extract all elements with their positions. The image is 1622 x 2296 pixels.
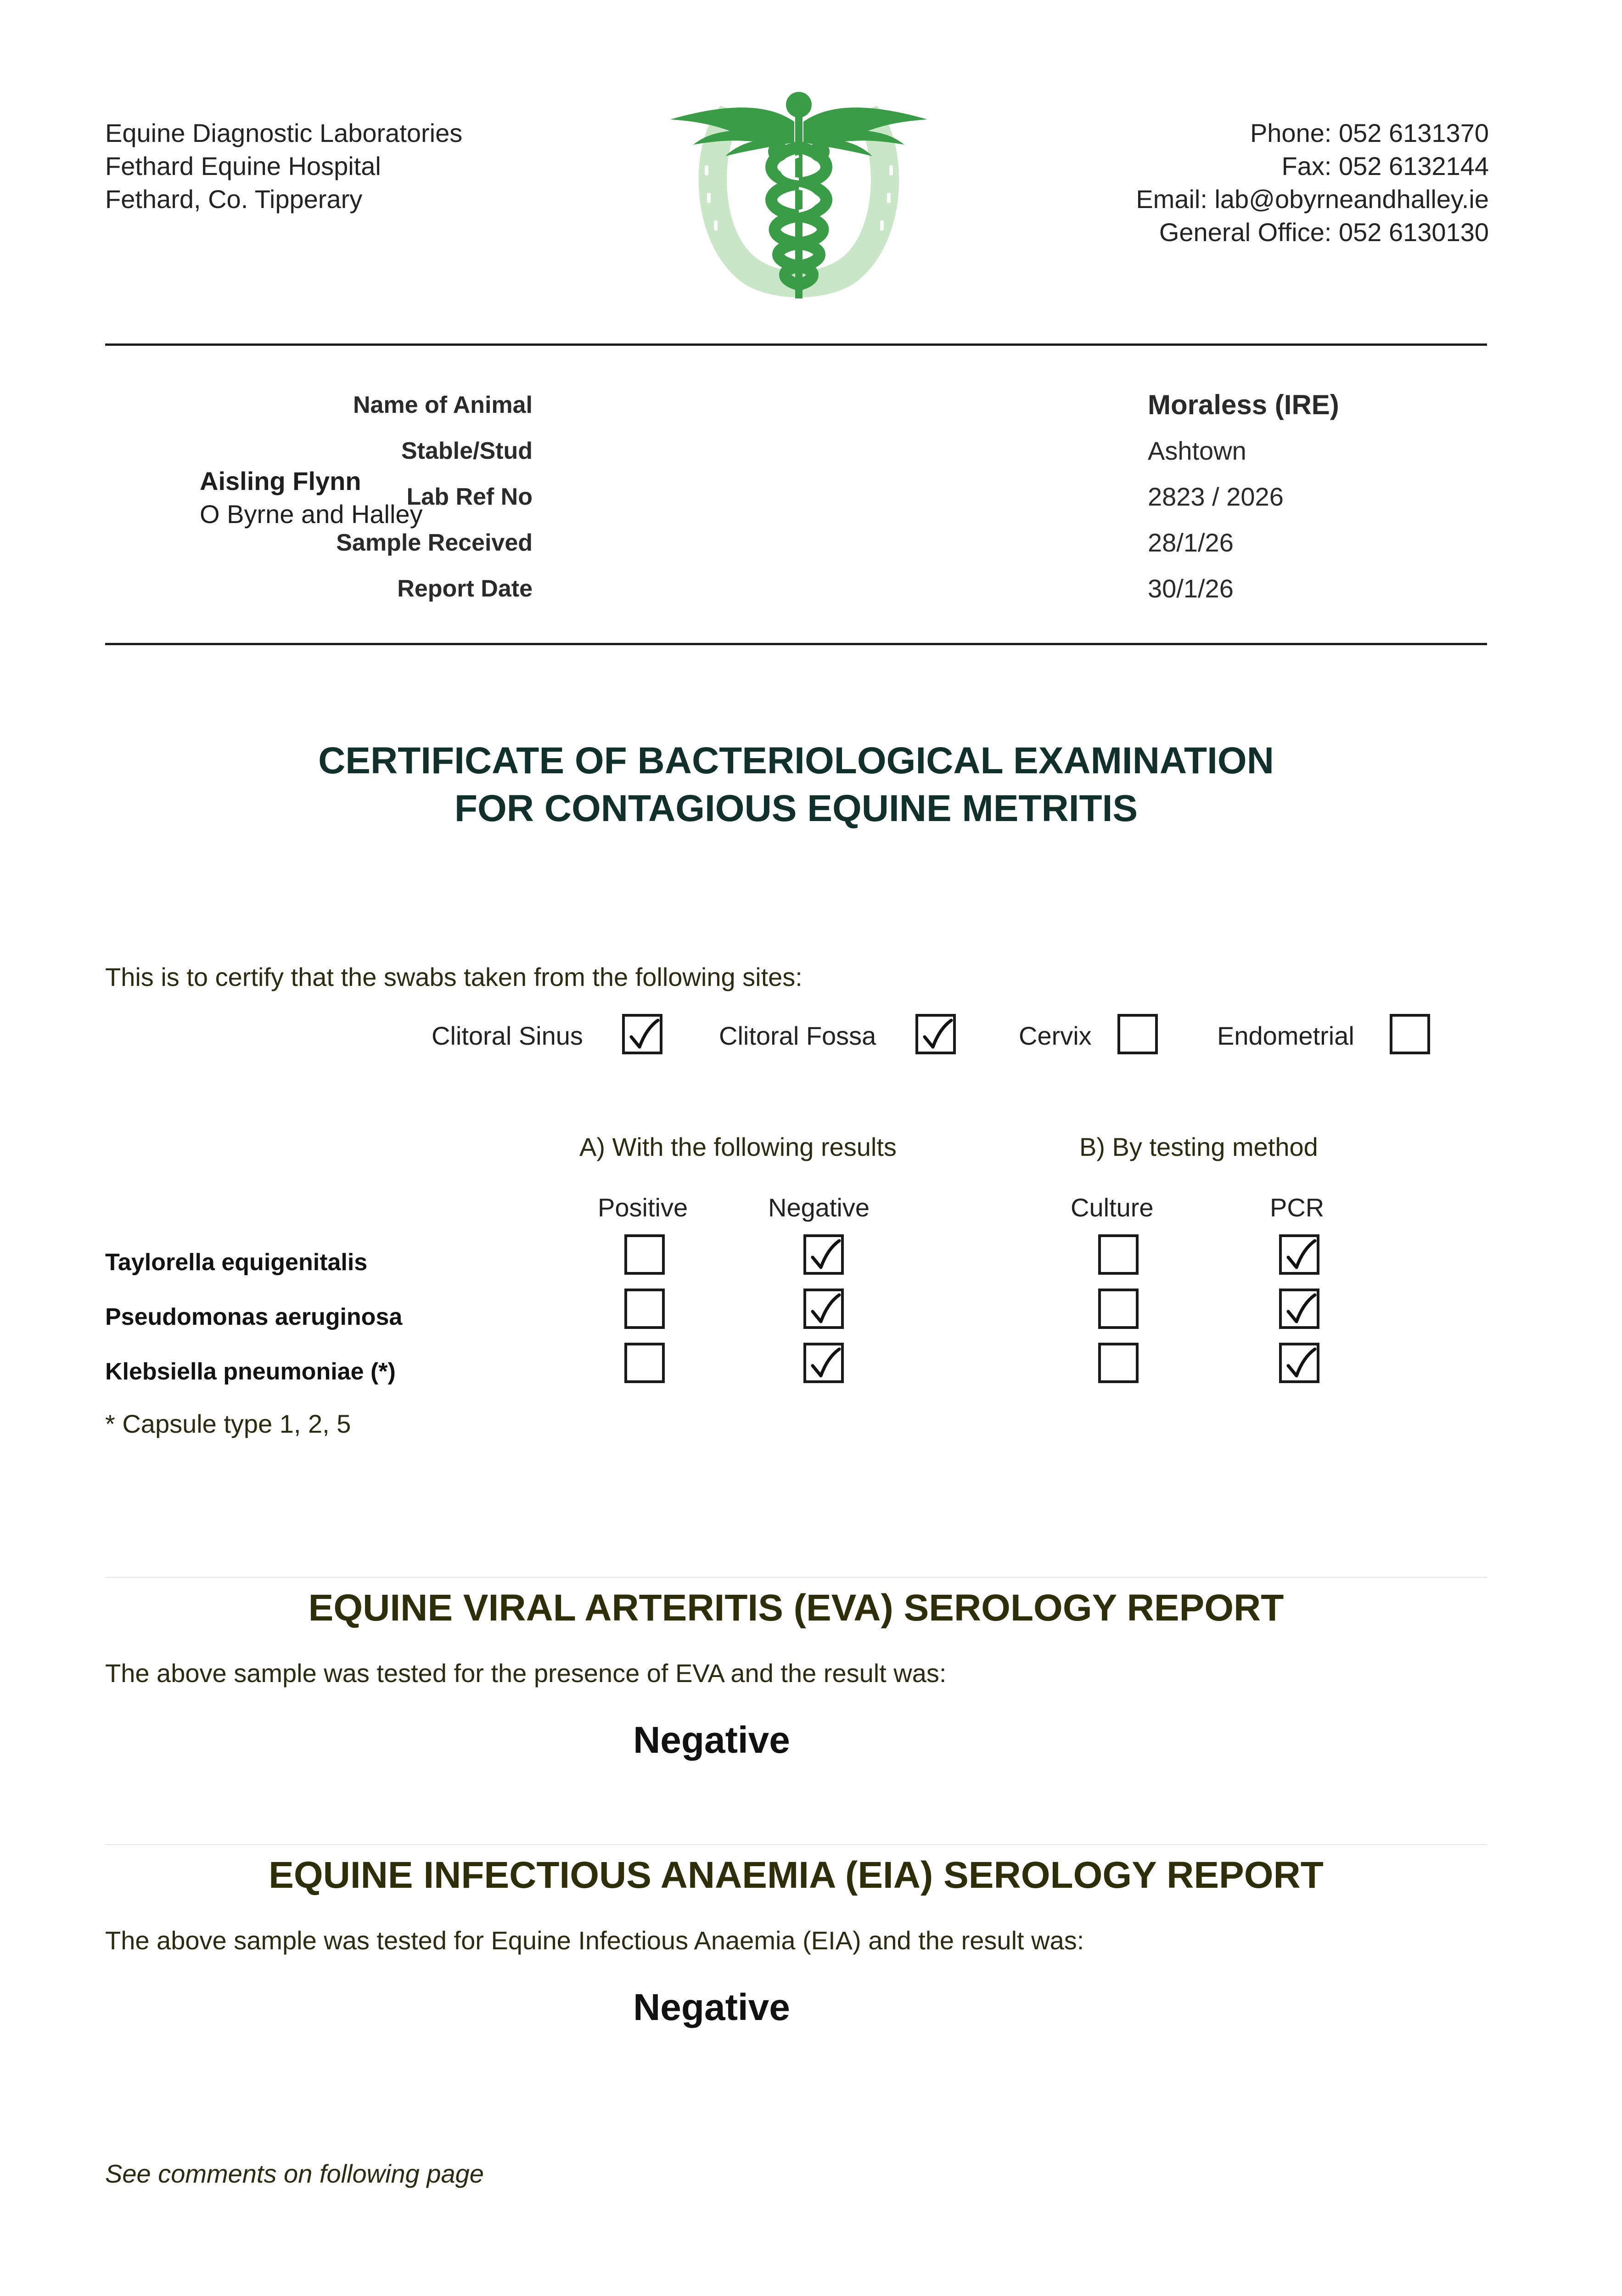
lab-address-line: Equine Diagnostic Laboratories <box>105 118 463 147</box>
organism-name: Taylorella equigenitalis <box>105 1249 368 1276</box>
eva-text: The above sample was tested for the presence of EVA and the result was: <box>105 1659 947 1688</box>
check-mark-icon <box>1285 1239 1317 1274</box>
negative-checkbox[interactable] <box>803 1343 844 1383</box>
info-label: Stable/Stud <box>401 438 533 464</box>
check-mark-icon <box>809 1239 841 1274</box>
info-label: Report Date <box>397 575 533 602</box>
site-checkbox-clitoral-fossa[interactable] <box>915 1014 956 1054</box>
positive-checkbox[interactable] <box>624 1234 665 1275</box>
col-negative: Negative <box>768 1193 870 1222</box>
eia-result: Negative <box>633 1986 790 2028</box>
site-label-cervix: Cervix <box>1019 1021 1092 1050</box>
eia-divider <box>105 1844 1487 1845</box>
culture-checkbox[interactable] <box>1098 1289 1139 1329</box>
check-mark-icon <box>809 1347 841 1382</box>
method-group-heading: B) By testing method <box>1079 1132 1318 1161</box>
lab-address-line: Fethard, Co. Tipperary <box>105 185 363 214</box>
positive-checkbox[interactable] <box>624 1289 665 1329</box>
pcr-checkbox[interactable] <box>1279 1343 1319 1383</box>
general-office-number: General Office: 052 6130130 <box>1159 218 1489 247</box>
recipient-organisation: O Byrne and Halley <box>200 500 423 529</box>
negative-checkbox[interactable] <box>803 1289 844 1329</box>
eia-text: The above sample was tested for Equine Infectious Anaemia (EIA) and the result was: <box>105 1926 1084 1955</box>
site-checkbox-endometrial[interactable] <box>1390 1014 1430 1054</box>
check-mark-icon <box>1285 1293 1317 1328</box>
eva-divider <box>105 1577 1487 1578</box>
lab-address <box>105 117 462 216</box>
check-mark-icon <box>809 1293 841 1328</box>
positive-checkbox[interactable] <box>624 1343 665 1383</box>
details-divider <box>105 643 1487 645</box>
negative-checkbox[interactable] <box>803 1234 844 1275</box>
eia-title: EQUINE INFECTIOUS ANAEMIA (EIA) SEROLOGY REPORT <box>269 1854 1324 1896</box>
certificate-title-line: CERTIFICATE OF BACTERIOLOGICAL EXAMINATION <box>318 740 1274 782</box>
culture-checkbox[interactable] <box>1098 1343 1139 1383</box>
col-culture: Culture <box>1071 1193 1154 1222</box>
email-address[interactable]: Email: lab@obyrneandhalley.ie <box>1136 185 1489 214</box>
animal-name-value: Moraless (IRE) <box>1148 389 1339 420</box>
col-pcr: PCR <box>1270 1193 1325 1222</box>
fax-number: Fax: 052 6132144 <box>1281 152 1489 180</box>
stable-value: Ashtown <box>1148 436 1246 465</box>
check-mark-icon <box>1285 1347 1317 1382</box>
capsule-footnote: * Capsule type 1, 2, 5 <box>105 1409 351 1438</box>
certify-intro: This is to certify that the swabs taken from the following sites: <box>105 962 803 991</box>
header-divider <box>105 343 1487 346</box>
recipient-name: Aisling Flynn <box>200 467 361 495</box>
site-label-clitoral-sinus: Clitoral Sinus <box>432 1021 583 1050</box>
site-label-clitoral-fossa: Clitoral Fossa <box>719 1021 876 1050</box>
organism-name: Klebsiella pneumoniae (*) <box>105 1358 396 1385</box>
pcr-checkbox[interactable] <box>1279 1234 1319 1275</box>
lab-address-line: Fethard Equine Hospital <box>105 152 381 180</box>
eva-result: Negative <box>633 1719 790 1761</box>
eva-title: EQUINE VIRAL ARTERITIS (EVA) SEROLOGY REPORT <box>308 1587 1284 1629</box>
certificate-title <box>105 737 1487 833</box>
lab-ref-value: 2823 / 2026 <box>1148 482 1284 511</box>
site-label-endometrial: Endometrial <box>1217 1021 1354 1050</box>
results-group-heading: A) With the following results <box>579 1132 897 1161</box>
site-checkbox-clitoral-sinus[interactable] <box>622 1014 662 1054</box>
pcr-checkbox[interactable] <box>1279 1289 1319 1329</box>
footer-note: See comments on following page <box>105 2159 484 2188</box>
info-label: Lab Ref No <box>406 484 533 510</box>
lab-contact <box>1136 117 1489 249</box>
check-mark-icon <box>921 1019 953 1053</box>
site-checkbox-cervix[interactable] <box>1117 1014 1158 1054</box>
certificate-title-line: FOR CONTAGIOUS EQUINE METRITIS <box>454 788 1138 829</box>
check-mark-icon <box>628 1019 660 1053</box>
col-positive: Positive <box>598 1193 688 1222</box>
caduceus-horseshoe-logo <box>661 87 937 312</box>
culture-checkbox[interactable] <box>1098 1234 1139 1275</box>
report-date-value: 30/1/26 <box>1148 574 1234 603</box>
sample-received-value: 28/1/26 <box>1148 528 1234 557</box>
phone-number: Phone: 052 6131370 <box>1250 118 1489 147</box>
info-label: Name of Animal <box>353 392 533 418</box>
organism-name: Pseudomonas aeruginosa <box>105 1304 403 1330</box>
info-label: Sample Received <box>336 529 533 556</box>
